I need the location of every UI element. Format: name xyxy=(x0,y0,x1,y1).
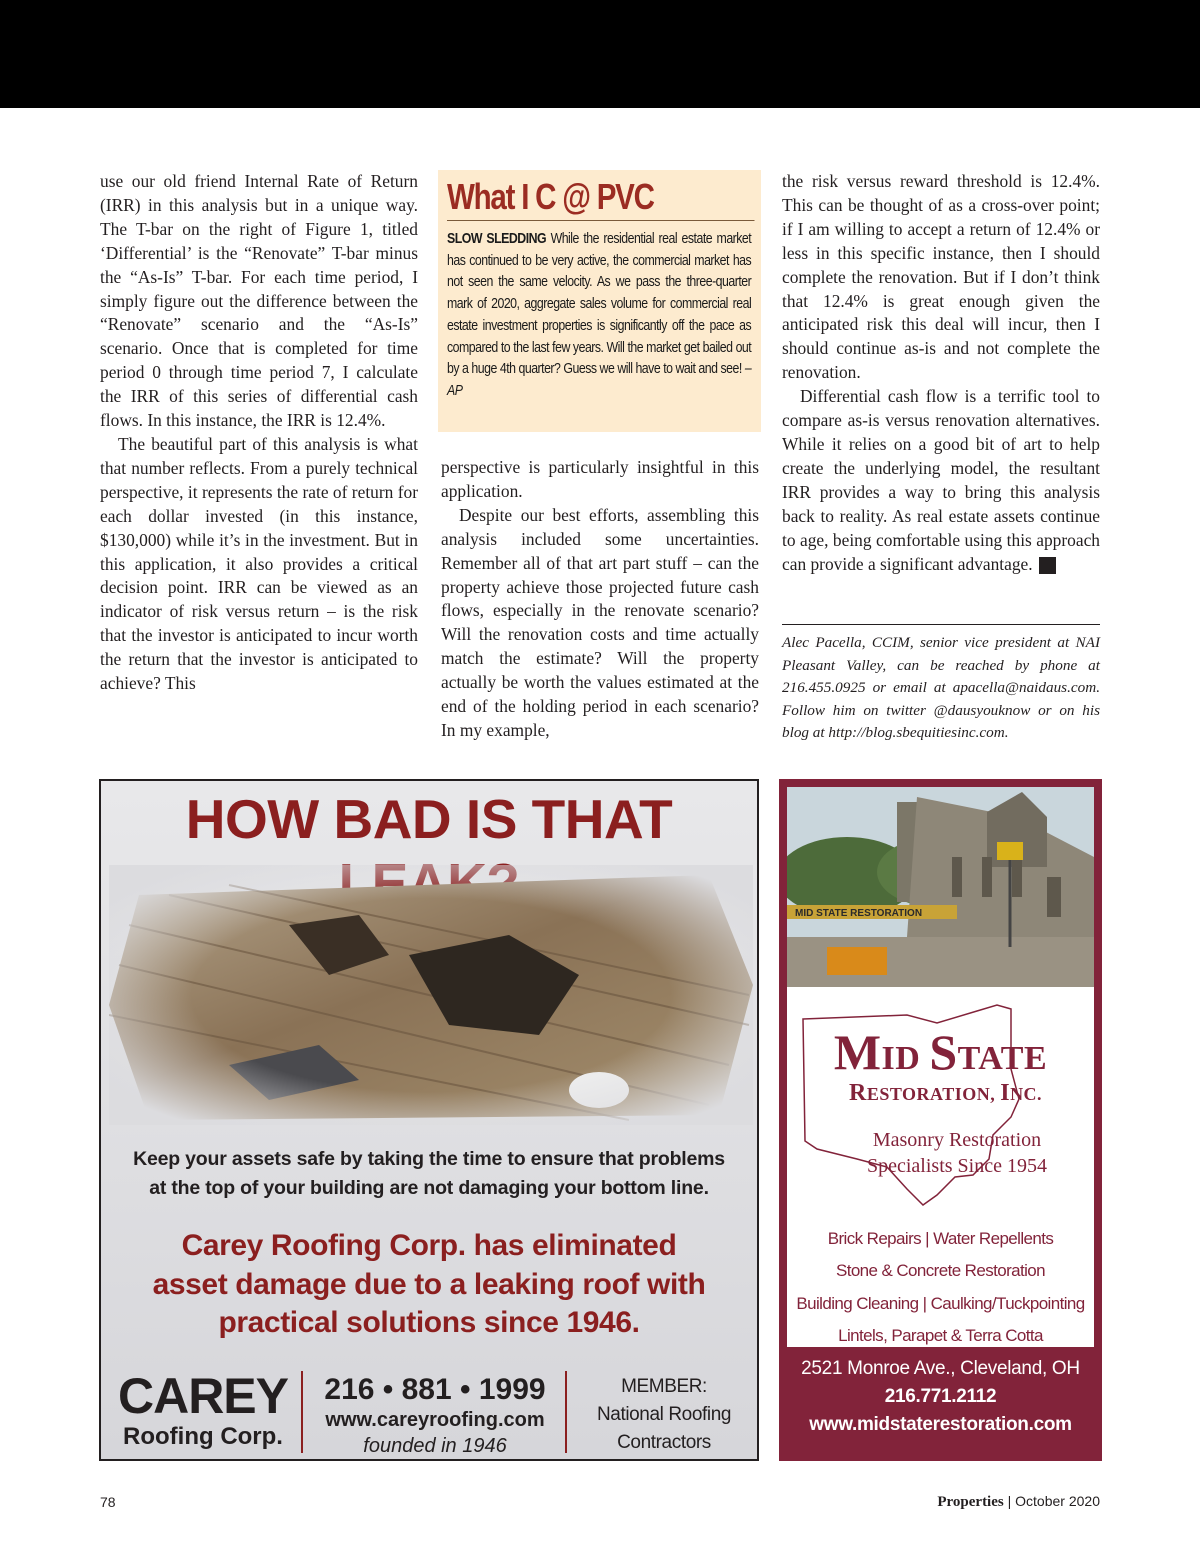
ad-headline: HOW BAD IS THAT xyxy=(185,788,673,850)
claim-line: practical solutions since 1946. xyxy=(218,1306,640,1339)
claim-line: Carey Roofing Corp. has eliminated xyxy=(181,1229,677,1262)
issue-date: October 2020 xyxy=(1015,1493,1100,1509)
inc-letter: R xyxy=(849,1080,867,1106)
mid-state-contact xyxy=(779,1355,1102,1439)
service-item: Brick Repairs | Water Repellents xyxy=(827,1229,1054,1248)
carey-website-link[interactable]: www.careyroofing.com xyxy=(325,1409,545,1431)
sidebar-what-i-c-at-pvc xyxy=(438,170,761,432)
publication-separator: | xyxy=(1003,1493,1016,1509)
member-org: Contractors xyxy=(617,1432,711,1453)
carey-roofing-ad[interactable] xyxy=(99,779,759,1461)
tagline-line: Masonry Restoration xyxy=(872,1129,1042,1151)
carey-contact xyxy=(307,1373,563,1459)
article-paragraph: use our old friend Internal Rate of Return (IRR) in this analysis but in a unique way. The T-bar on the right of Figure 1, titled ‘Differential’ is the “Renovate” T-bar minus the “As-Is” T-bar. For each time period, I simply figure out the difference between the “Renovate” scenario and the “As-Is” scenario. Once that is completed for time period 0 through time period 7, I calculate the IRR of this series of differential cash flows. In this instance, the IRR is 12.4%. xyxy=(100,171,418,431)
tagline-line: at the top of your building are not damaging your bottom line. xyxy=(149,1177,709,1199)
carey-phone[interactable]: 216 • 881 • 1999 xyxy=(324,1373,546,1406)
services-list xyxy=(787,1223,1094,1347)
bio-divider xyxy=(782,624,1100,625)
tagline-line: Specialists Since 1954 xyxy=(867,1155,1047,1177)
damaged-roof-photo xyxy=(109,865,753,1125)
sidebar-body: While the residential real estate market has continued to be very active, the commercial market has not seen the same velocity. As we pass the three-quarter mark of 2020, aggregate sales volume for commercial real estate investment properties is significantly off the pace as compared to the last few years. Will the market get bailed out by a huge 4th quarter? Guess we will have to wait and see! xyxy=(447,231,752,378)
service-item: Stone & Concrete Restoration xyxy=(835,1261,1046,1281)
logo-letters: ID xyxy=(881,1040,930,1077)
article-paragraph: the risk versus reward threshold is 12.4%. This can be thought of as a cross-over point; if I am willing to accept a return of 12.4% or less in this specific instance, then I should complete the renovation. But if I don’t think that 12.4% is great enough given the anticipated risk this deal will incur, then I should continue as-is and not complete the renovation. xyxy=(782,171,1100,383)
founded-note: founded in 1946 xyxy=(363,1435,507,1457)
member-org: National Roofing xyxy=(596,1404,732,1425)
top-black-band xyxy=(0,0,1200,108)
inc-letters: NC. xyxy=(1010,1084,1043,1104)
publication-line xyxy=(937,1493,1100,1511)
page-number: 78 xyxy=(100,1494,116,1510)
article-column-3 xyxy=(782,170,1100,576)
mid-state-inc xyxy=(849,1079,1079,1108)
mid-state-logo xyxy=(787,1024,1094,1081)
sidebar-title: What I C @ PVC xyxy=(447,176,755,221)
end-mark-icon: P xyxy=(1039,557,1056,574)
logo-wordmark: CAREY xyxy=(117,1368,289,1424)
mid-state-restoration-ad[interactable] xyxy=(779,779,1102,1461)
article-column-2 xyxy=(441,456,759,743)
sidebar-signature: –AP xyxy=(447,361,752,399)
ad-claim xyxy=(101,1227,757,1343)
footer-divider xyxy=(565,1371,567,1453)
logo-subtitle: Roofing Corp. xyxy=(123,1423,283,1450)
logo-letters: TATE xyxy=(957,1040,1048,1077)
article-paragraph-text: Differential cash flow is a terrific tool to compare as-is versus renovation alternatives. While it relies on a good bit of art to help create the underlying model, the resultant IRR provides a way to bring this analysis back to reality. As real estate assets continue to age, being comfortable using this approach can provide a significant advantage. xyxy=(782,386,1100,574)
article-column-1 xyxy=(100,170,418,696)
banner-text: MID STATE RESTORATION xyxy=(795,908,923,919)
service-item: Building Cleaning | Caulking/Tuckpointing xyxy=(796,1293,1085,1313)
member-label: MEMBER: xyxy=(621,1376,707,1397)
article-paragraph: The beautiful part of this analysis is what that number reflects. From a purely technical perspective, it represents the rate of return for each dollar invested (in this instance, $130,000) while it’s in the investment. But in this application, it also provides a critical decision point. IRR can be viewed as an indicator of risk versus return – is the risk that the investor is anticipated to incur worth the return that the investor is anticipated to achieve? This xyxy=(100,433,418,694)
ad-inner-panel xyxy=(787,787,1094,1347)
ad-footer xyxy=(101,1361,757,1457)
publication-name: Properties xyxy=(937,1494,1004,1510)
author-bio: Alec Pacella, CCIM, senior vice president at NAI Pleasant Valley, can be reached by phone at 216.455.0925 or email at apacella@naidaus.com. Follow him on twitter @dausyouknow or on his blog at http://blog.sbequitiesinc.com. xyxy=(782,634,1100,741)
article-paragraph: Despite our best efforts, assembling this analysis included some uncertainties. Remember all of that art part stuff – can the property achieve those projected future cash flows, especially in the renovate scenario? Will the renovation costs and time actually match the estimate? Will the property actually be worth the values estimated at the end of the holding period in each scenario? In my example, xyxy=(441,504,759,740)
article-paragraph xyxy=(782,385,1100,576)
service-item: Lintels, Parapet & Terra Cotta xyxy=(838,1326,1043,1346)
footer-divider xyxy=(301,1371,303,1453)
sidebar-text xyxy=(447,229,751,403)
mid-state-tagline xyxy=(837,1127,1077,1179)
logo-letter: M xyxy=(833,1024,882,1080)
mid-state-address: 2521 Monroe Ave., Cleveland, OH xyxy=(801,1358,1080,1379)
tagline-line: Keep your assets safe by taking the time to ensure that problems xyxy=(133,1148,725,1170)
inc-separator: , xyxy=(990,1084,1001,1104)
membership xyxy=(571,1373,757,1461)
mid-state-phone[interactable]: 216.771.2112 xyxy=(884,1386,997,1407)
sidebar-lead: SLOW SLEDDING xyxy=(447,231,547,247)
church-restoration-photo xyxy=(787,787,1094,987)
inc-letter: I xyxy=(1000,1080,1011,1106)
logo-letter: S xyxy=(929,1024,958,1080)
inc-letters: ESTORATION xyxy=(866,1084,991,1104)
ad-tagline xyxy=(101,1145,757,1203)
article-paragraph: perspective is particularly insightful in this application. xyxy=(441,457,759,501)
mid-state-website-link[interactable]: www.midstaterestoration.com xyxy=(809,1414,1072,1435)
carey-logo xyxy=(107,1369,299,1451)
claim-line: asset damage due to a leaking roof with xyxy=(152,1267,706,1301)
